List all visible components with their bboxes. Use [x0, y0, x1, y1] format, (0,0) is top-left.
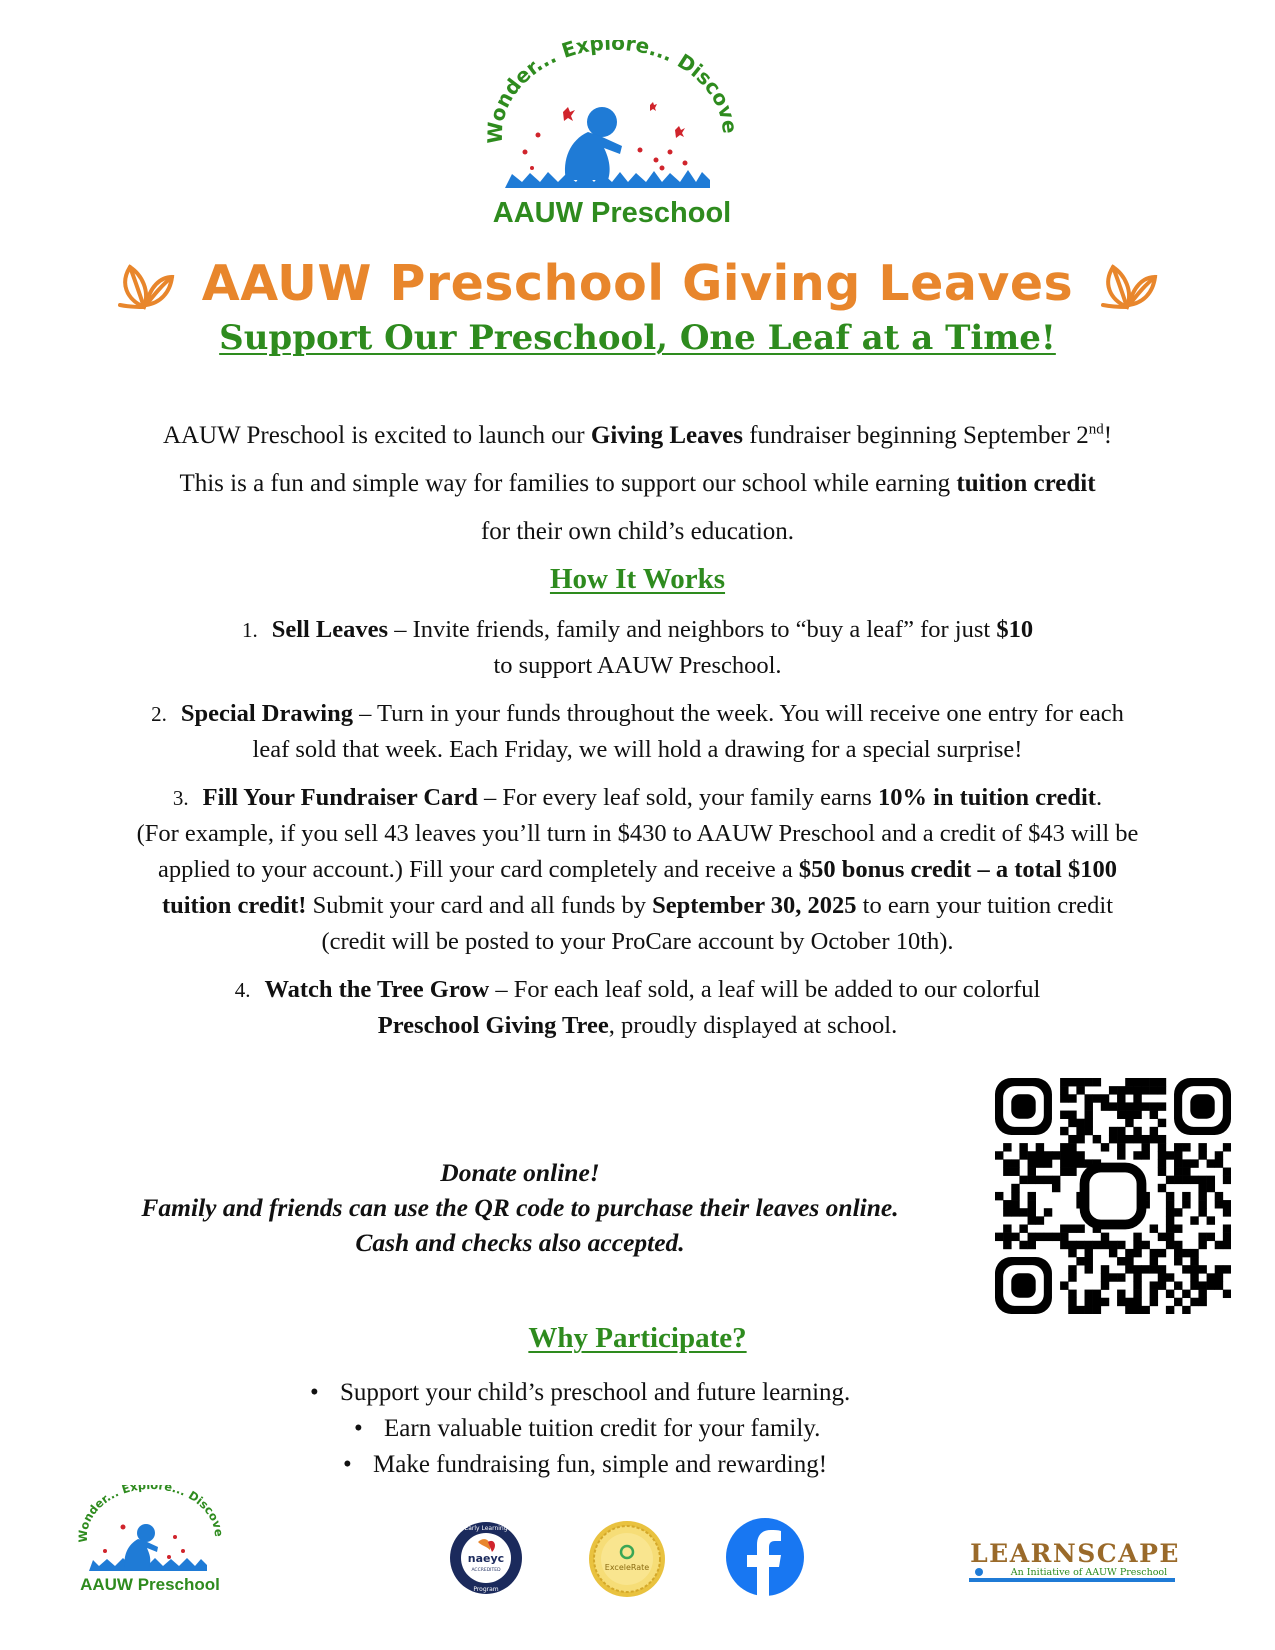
how-it-works-heading	[0, 563, 1275, 596]
step-2: 2. Special Drawing – Turn in your funds throughout the week. You will receive one entry for each leaf sold that week. Each Friday, we will hold a drawing for a special surprise!	[151, 700, 1124, 763]
facebook-icon[interactable]	[725, 1517, 805, 1597]
preschool-logo-graphic	[480, 40, 745, 235]
naeyc-accredited-text: ACCREDITED	[471, 1568, 501, 1573]
why-heading-text: Why Participate?	[528, 1322, 747, 1354]
excelerate-text: ExceleRate	[604, 1563, 650, 1572]
intro-line-1: AAUW Preschool is excited to launch our Giving Leaves fundraiser beginning September 2nd!	[162, 421, 1113, 449]
excelerate-seal	[588, 1520, 666, 1598]
footer-preschool-logo	[75, 1485, 225, 1597]
naeyc-text: naeyc	[467, 1552, 505, 1565]
donate-cash-text: Cash and checks also accepted.	[355, 1228, 685, 1257]
header-logo	[480, 40, 745, 235]
step-3: 3. Fill Your Fundraiser Card – For every leaf sold, your family earns 10% in tuition credit. (For example, if you sell 43 leaves you’ll turn in $430 to AAUW Preschool and a credit of $43 will be applied to your account.) Fill your card completely and receive a $50 bonus credit – a total $100 tuition credit! Submit your card and all funds by September 30, 2025 to earn your tuition credit (credit will be posted to your ProCare account by October 10th).	[136, 784, 1139, 955]
why-item: • Earn valuable tuition credit for your family.	[354, 1415, 821, 1442]
subtitle	[0, 318, 1275, 358]
step-4: 4. Watch the Tree Grow – For each leaf sold, a leaf will be added to our colorful Preschool Giving Tree, proudly displayed at school.	[234, 976, 1041, 1039]
donate-qr-code[interactable]	[995, 1078, 1231, 1314]
naeyc-badge	[448, 1520, 524, 1596]
footer-logo-name: AAUW Preschool	[80, 1575, 220, 1594]
why-list	[300, 1375, 1000, 1483]
steps-list	[30, 612, 1245, 1056]
learnscape-text: LEARNSCAPE	[970, 1539, 1180, 1568]
why-item: • Support your child’s preschool and future learning.	[310, 1379, 851, 1406]
leaf-icon	[116, 255, 176, 311]
page-title	[0, 248, 1275, 318]
logo-name: AAUW Preschool	[492, 197, 732, 229]
learnscape-logo	[965, 1538, 1180, 1588]
naeyc-top-text: Early Learning	[464, 1525, 508, 1532]
intro-line-3: for their own child’s education.	[480, 518, 795, 545]
step-1: 1. Sell Leaves – Invite friends, family and neighbors to “buy a leaf” for just $10 to support AAUW Preschool.	[241, 616, 1034, 679]
why-item: • Make fundraising fun, simple and rewarding!	[343, 1451, 828, 1478]
leaf-icon	[1099, 255, 1159, 311]
donate-qr-text: Family and friends can use the QR code to purchase their leaves online.	[141, 1193, 899, 1222]
why-heading	[0, 1322, 1275, 1355]
qr-code-graphic[interactable]	[995, 1078, 1231, 1314]
subtitle-text: Support Our Preschool, One Leaf at a Time!	[219, 318, 1056, 358]
intro-line-2: This is a fun and simple way for families to support our school while earning tuition credit	[179, 470, 1096, 497]
donate-section	[70, 1155, 970, 1260]
how-it-works-heading-text: How It Works	[549, 563, 726, 595]
footer-logo-arc-text: Wonder... Explore... Discove	[75, 1485, 225, 1543]
logo-arc-text: Wonder... Explore... Discove	[482, 40, 743, 145]
naeyc-bottom-text: Program	[473, 1586, 499, 1593]
learnscape-subtitle: An Initiative of AAUW Preschool	[1010, 1567, 1168, 1578]
intro-paragraph	[40, 412, 1235, 556]
title-text: AAUW Preschool Giving Leaves	[201, 254, 1074, 312]
donate-heading: Donate online!	[440, 1158, 600, 1187]
